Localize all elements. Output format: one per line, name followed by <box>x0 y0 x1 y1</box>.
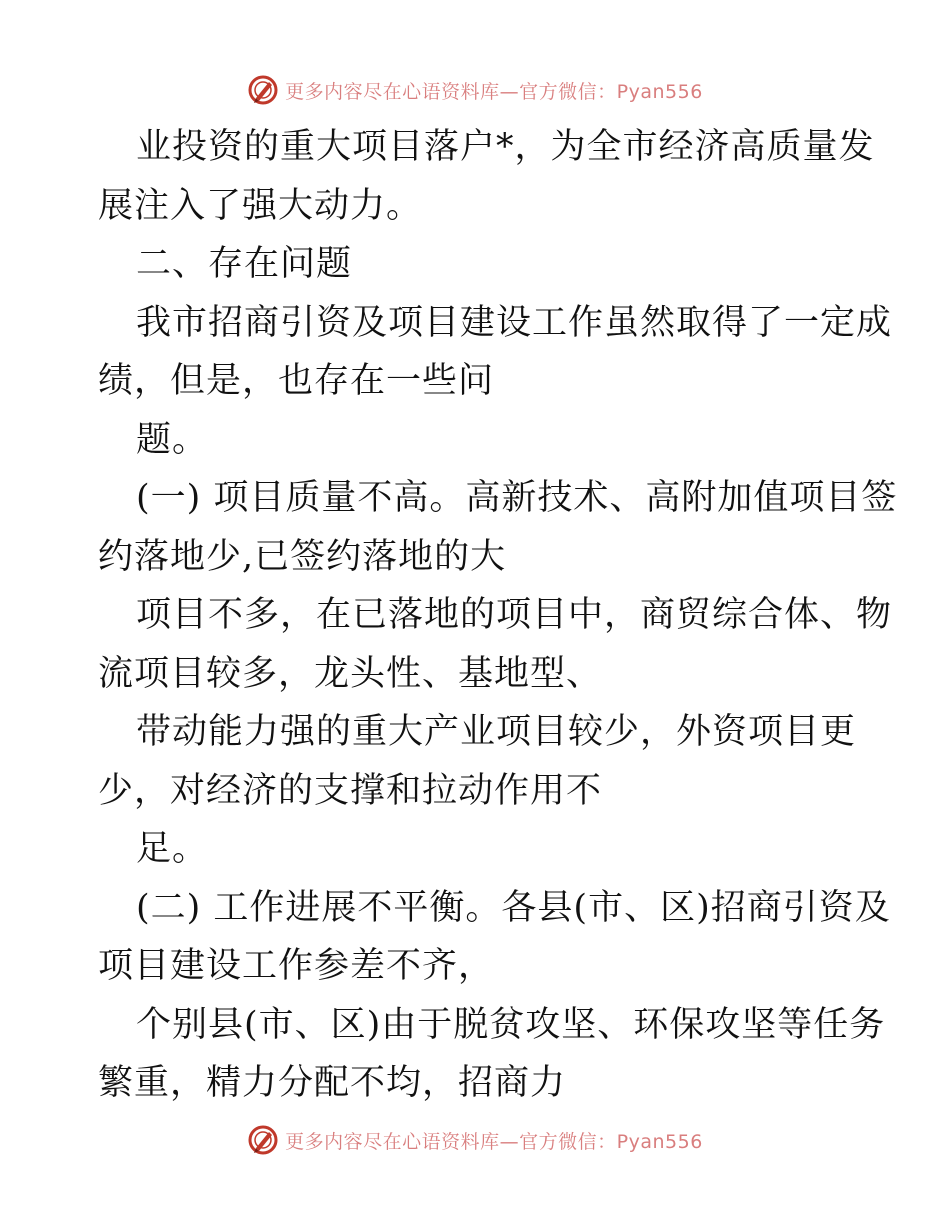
section-heading: 二、存在问题 <box>136 244 353 284</box>
text-line: 流项目较多，龙头性、基地型、 <box>98 653 603 694</box>
text-line: 业投资的重大项目落户*，为全市经济高质量发 <box>136 127 875 167</box>
header-watermark-banner <box>0 70 950 110</box>
subsection-line: (二) 工作进展不平衡。各县(市、区)招商引资及 <box>136 887 891 928</box>
document-body <box>98 118 898 1113</box>
text-line: 我市招商引资及项目建设工作虽然取得了一定成 <box>136 302 893 343</box>
text-line: 约落地少,已签约落地的大 <box>98 536 507 577</box>
text-line: 足。 <box>136 829 209 869</box>
watermark-text: 更多内容尽在心语资料库—官方微信：Pyan556 <box>285 80 703 103</box>
subsection-line: (一) 项目质量不高。高新技术、高附加值项目签 <box>136 478 898 518</box>
text-line: 繁重，精力分配不均，招商力 <box>98 1063 567 1103</box>
text-line: 展注入了强大动力。 <box>98 185 423 226</box>
text-line: 带动能力强的重大产业项目较少，外资项目更 <box>136 712 857 752</box>
text-line: 项目不多，在已落地的项目中，商贸综合体、物 <box>136 595 893 635</box>
pen-circle-logo-icon <box>247 1124 279 1156</box>
pen-circle-logo-icon <box>247 74 279 106</box>
footer-watermark-banner <box>0 1120 950 1160</box>
watermark-text: 更多内容尽在心语资料库—官方微信：Pyan556 <box>285 1130 703 1153</box>
text-line: 个别县(市、区)由于脱贫攻坚、环保攻坚等任务 <box>136 1004 886 1045</box>
text-line: 项目建设工作参差不齐， <box>98 946 495 986</box>
text-line: 题。 <box>136 419 209 460</box>
text-line: 绩，但是，也存在一些问 <box>98 361 495 401</box>
text-line: 少，对经济的支撑和拉动作用不 <box>98 770 603 811</box>
